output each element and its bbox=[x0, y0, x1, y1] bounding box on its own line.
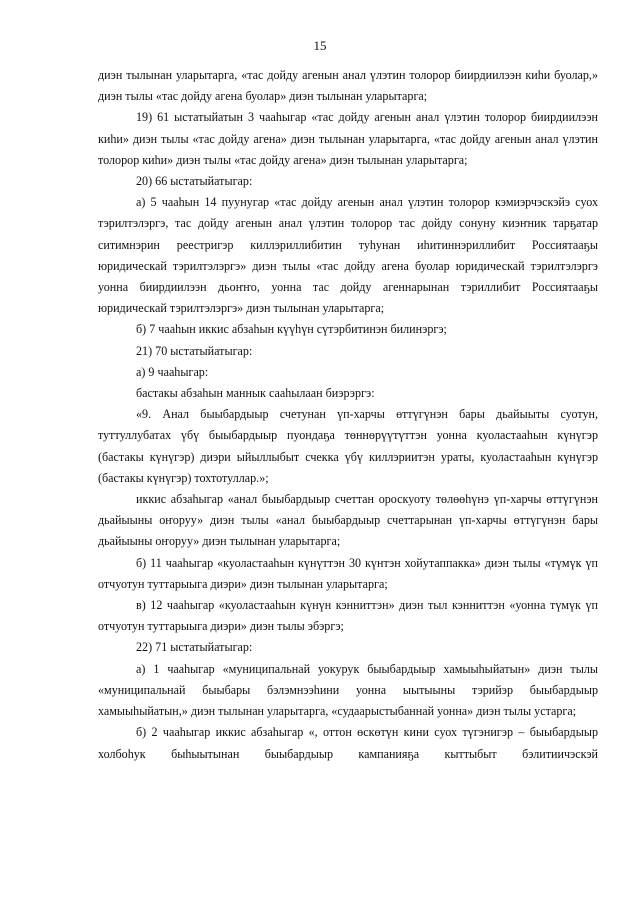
paragraph-2: 19) 61 ыстатыйатын 3 чааһыгар «тас дойду агенын анал үлэтин толорор биирдиилээн киһи» диэн тылы «тас дойду агена» диэн тылынан уларытарга, «тас дойду агенын анал үлэтин толорор киһи» диэн тылы «тас дойду агена» диэн тылынан уларытарга; bbox=[98, 110, 598, 167]
paragraph-14: а) 1 чааһыгар «муниципальнай уокурук быыбардыыр хамыыһыйатын» диэн тылы «муниципальнай быыбары бэлэмнээһини уонна ыытыыны тэрийэр быыбардыыр хамыыһыйатын,» диэн тылынан уларытарга, «судаарыстыбаннай уонна» диэн тылы устарга; bbox=[98, 661, 598, 719]
paragraph-3: 20) 66 ыстатыйатыгар: bbox=[136, 174, 253, 189]
paragraph-10: иккис абзаһыгар «анал быыбардыыр счеттан ороскуоту төлөөһүнэ үп-харчы өттүгүнэн дьайыыны оҥоруу» диэн тылы «анал быыбардыыр счеттарынан үп-харчы өттүгүнэн бары дьайыыны оҥоруу» диэн тылынан уларытарга; bbox=[98, 492, 598, 549]
paragraph-1: диэн тылынан уларытарга, «тас дойду агенын анал үлэтин толорор биирдиилээн киһи буолар,» диэн тылы «тас дойду агена буолар» диэн тылынан уларытарга; bbox=[98, 68, 598, 104]
paragraph-5: б) 7 чааһын иккис абзаһын күүһүн сүтэрбитинэн билинэргэ; bbox=[136, 322, 447, 337]
document-body bbox=[98, 65, 598, 765]
page-number: 15 bbox=[313, 38, 327, 53]
paragraph-4: а) 5 чааһын 14 пуунугар «тас дойду агенын анал үлэтин толорор кэмиэрчэскэйэ суох тэрилтэлэргэ, тас дойду агенын анал үлэтин толорор тас дойду сонуну киэҥник тарҕатар ситимнэрин реестригэр киллэриллибитин туһунан иһитиннэриллибит Россиятааҕы юридическай тэрилтэлэргэ» диэн тылы «тас дойду агена буолар юридическай тэрилтэлэргэ уонна биирдиилээн дьоҥҥо, уонна тас дойду агеннарынан тэриллибит Россиятааҕы юридическай тэрилтэлэргэ» диэн тылынан уларытарга; bbox=[98, 195, 598, 316]
paragraph-12: в) 12 чааһыгар «куоластааһын күнүн кэнниттэн» диэн тыл кэнниттэн «уонна түмүк үп отчуотун туттарыыга диэри» диэн тылы эбэргэ; bbox=[98, 598, 598, 634]
paragraph-6: 21) 70 ыстатыйатыгар: bbox=[136, 343, 253, 358]
paragraph-9: «9. Анал быыбардыыр счетунан үп-харчы өттүгүнэн бары дьайыыты суотун, туттуллубатах үбү быыбардыыр пуондаҕа төннөрүүтүттэн уонна куоластааһын күнүгэр (бастакы күнүгэр) диэри ыйыллыбыт счекка үбү киллэриитэн ураты, куоластааһын күнүгэр (бастакы күнүгэр) тохтотуллар.»; bbox=[98, 407, 598, 485]
paragraph-8: бастакы абзаһын маннык сааһылаан биэрэргэ: bbox=[136, 386, 375, 401]
paragraph-11: б) 11 чааһыгар «куоластааһын күнүттэн 30 күнтэн хойутаппакка» диэн тылы «түмүк үп отчуотун туттарыыгa диэри» диэн тылынан уларытарга; bbox=[98, 555, 598, 591]
paragraph-7: а) 9 чааһыгар: bbox=[136, 364, 209, 379]
paragraph-13: 22) 71 ыстатыйатыгар: bbox=[136, 640, 253, 655]
paragraph-15: б) 2 чааһыгар иккис абзаһыгар «, оттон өскөтүн кини суох түгэнигэр – быыбардыыр холбоһук быһыытынан быыбардыыр кампанияҕа кыттыбыт бэлитиичэскэй bbox=[98, 725, 598, 761]
